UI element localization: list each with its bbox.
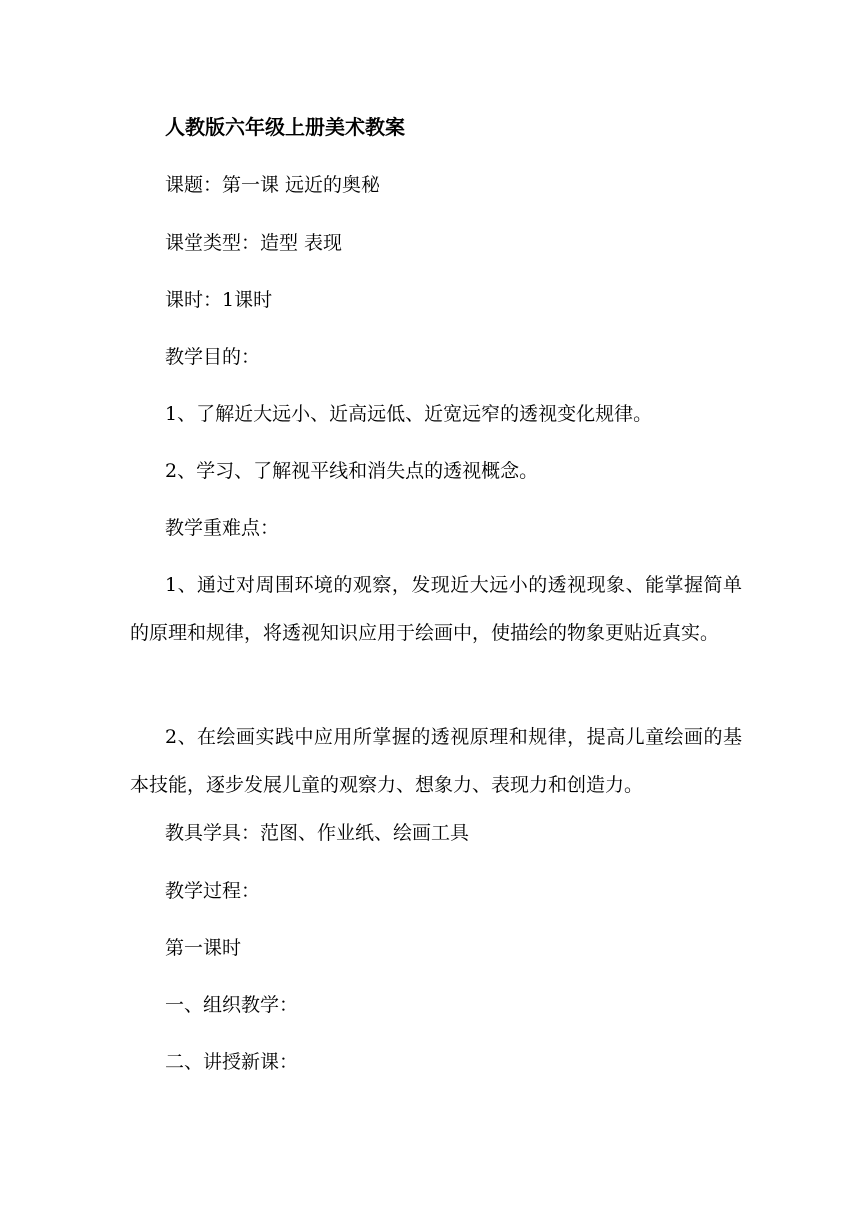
first-period-heading: 第一课时 bbox=[165, 937, 242, 959]
key-points-heading: 教学重难点： bbox=[165, 517, 280, 539]
document-title: 人教版六年级上册美术教案 bbox=[165, 115, 405, 139]
objectives-heading: 教学目的： bbox=[165, 346, 261, 368]
step-two: 二、讲授新课： bbox=[165, 1051, 299, 1073]
materials-line: 教具学具：范图、作业纸、绘画工具 bbox=[165, 822, 470, 844]
key-point-paragraph: 2、在绘画实践中应用所掌握的透视原理和规律，提高儿童绘画的基本技能，逐步发展儿童的观察力、想象力、表现力和创造力。 bbox=[130, 726, 742, 796]
step-one: 一、组织教学： bbox=[165, 994, 299, 1016]
lesson-duration: 课时：1课时 bbox=[165, 289, 273, 311]
class-type: 课堂类型：造型 表现 bbox=[165, 232, 343, 254]
key-point-paragraph: 1、通过对周围环境的观察，发现近大远小的透视现象、能掌握简单的原理和规律，将透视知识应用于绘画中，使描绘的物象更贴近真实。 bbox=[130, 574, 742, 644]
lesson-topic: 课题：第一课 远近的奥秘 bbox=[165, 174, 381, 196]
process-heading: 教学过程： bbox=[165, 880, 261, 902]
objective-item: 2、学习、了解视平线和消失点的透视概念。 bbox=[165, 460, 539, 482]
objective-item: 1、了解近大远小、近高远低、近宽远窄的透视变化规律。 bbox=[165, 403, 653, 425]
